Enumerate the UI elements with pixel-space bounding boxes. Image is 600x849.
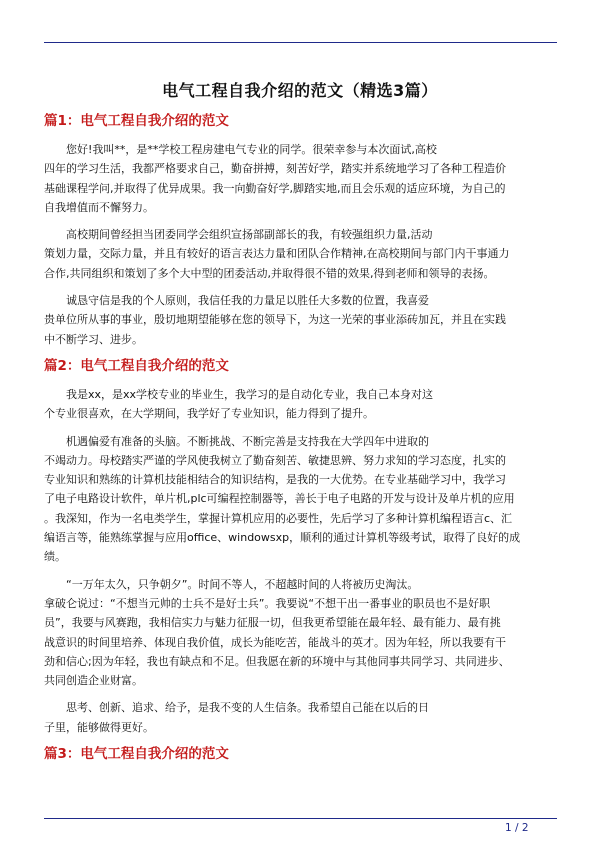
text-line: 战意识的时间里培养、体现自我价值，成长为能吃苦，能战斗的英才。因为年轻，所以我要有干 (44, 635, 506, 649)
text-line: 贵单位所从事的事业，殷切地期望能够在您的领导下，为这一光荣的事业添砖加瓦，并且在实践 (44, 313, 506, 327)
section-heading: 篇3：电气工程自我介绍的范文 (44, 746, 229, 763)
text-line: 不竭动力。母校踏实严谨的学风使我树立了勤奋刻苦、敏捷思辨、努力求知的学习态度，扎实的 (44, 453, 506, 467)
footer-rule (44, 818, 557, 819)
paragraph (44, 291, 557, 349)
text-line: 合作,共同组织和策划了多个大中型的团委活动,并取得很不错的效果,得到老师和领导的表扬。 (44, 266, 495, 280)
text-line: 基础课程学问,并取得了优异成果。我一向勤奋好学,脚踏实地,而且会乐观的适应环境，为自己的 (44, 181, 506, 195)
paragraph (44, 140, 557, 217)
document-body (44, 112, 557, 773)
text-line: 高校期间曾经担当团委同学会组织宣扬部副部长的我，有较强组织力量,活动 (66, 228, 433, 242)
text-line: 劲和信心;因为年轻，我也有缺点和不足。但我愿在新的环境中与其他同事共同学习、共同进步、 (44, 654, 510, 668)
text-line: 自我增值而不懈努力。 (44, 200, 154, 214)
text-line: 。我深知，作为一名电类学生，掌握计算机应用的必要性，先后学习了多种计算机编程语言c、汇 (44, 511, 513, 525)
paragraph (44, 385, 557, 424)
page-indicator: 1 / 2 (505, 822, 529, 834)
text-line: 专业知识和熟练的计算机技能相结合的知识结构，是我的一大优势。在专业基础学习中，我学习 (44, 473, 506, 487)
text-line: 机遇偏爱有准备的头脑。不断挑战、不断完善是支持我在大学四年中进取的 (66, 434, 429, 448)
paragraph (44, 432, 557, 567)
text-line: 共同创造企业财富。 (44, 674, 143, 688)
text-line: 个专业很喜欢，在大学期间，我学好了专业知识，能力得到了提升。 (44, 407, 374, 421)
section-heading: 篇1：电气工程自我介绍的范文 (44, 113, 229, 129)
document-title: 电气工程自我介绍的范文（精选3篇） (162, 81, 438, 100)
text-line: 诚恳守信是我的个人原则，我信任我的力量足以胜任大多数的位置，我喜爱 (66, 294, 429, 308)
text-line: 编语言等，能熟练掌握与应用office、windowsxp，顺利的通过计算机等级考试，取得了良好的成 (44, 531, 521, 545)
text-line: 了电子电路设计软件，单片机,plc可编程控制器等，善长于电子电路的开发与设计及单片机的应用 (44, 492, 515, 506)
text-line: 绩。 (44, 550, 66, 564)
paragraph (44, 698, 557, 737)
section-heading: 篇2：电气工程自我介绍的范文 (44, 357, 229, 374)
text-line: 中不断学习、进步。 (44, 332, 143, 346)
text-line: 员”，我要与风赛跑，我相信实力与魅力征服一切，但我更希望能在最年轻、最有能力、最有挑 (44, 616, 501, 630)
text-line: 思考、创新、追求、给予，是我不变的人生信条。我希望自己能在以后的日 (66, 701, 429, 715)
text-line: 您好!我叫**，是**学校工程房建电气专业的同学。很荣幸参与本次面试,高校 (66, 143, 437, 156)
text-line: 四年的学习生活，我都严格要求自己，勤奋拼搏，刻苦好学，踏实并系统地学习了各种工程造价 (44, 162, 506, 176)
paragraph (44, 225, 557, 283)
header-rule (44, 42, 557, 43)
text-line: “一万年太久，只争朝夕”。时间不等人，不超越时间的人将被历史淘汰。 (66, 577, 419, 591)
text-line: 我是xx，是xx学校专业的毕业生，我学习的是自动化专业，我自己本身对这 (66, 387, 434, 401)
text-line: 拿破仑说过：“不想当元帅的士兵不是好士兵”。我要说“不想干出一番事业的职员也不是好职 (44, 596, 491, 610)
text-line: 策划力量，交际力量，并且有较好的语言表达力量和团队合作精神,在高校期间与部门内干事通力 (44, 247, 510, 261)
text-line: 子里，能够做得更好。 (44, 720, 154, 734)
paragraph (44, 575, 557, 691)
